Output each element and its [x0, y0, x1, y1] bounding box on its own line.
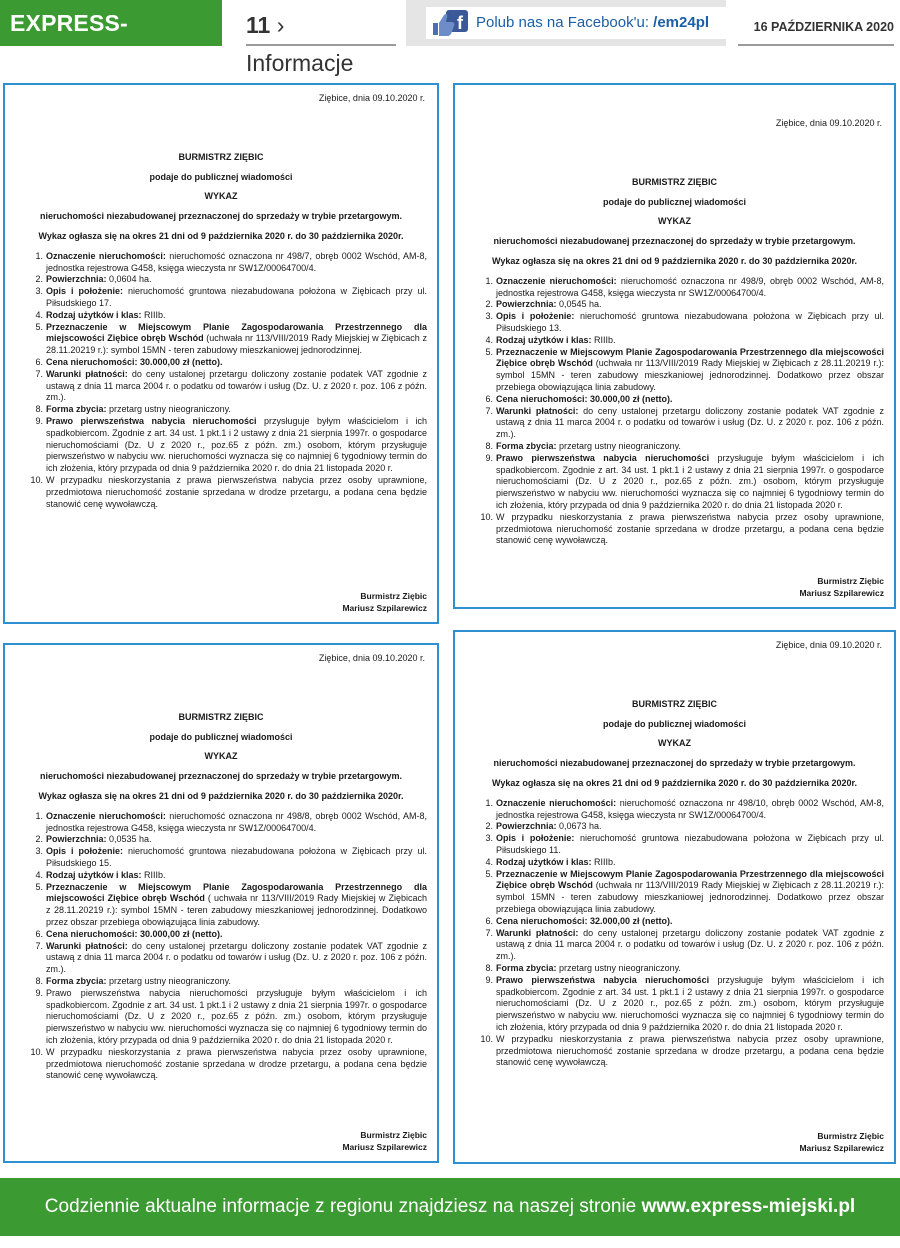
footer-text: Codziennie aktualne informacje z regionu znajdziesz na naszej stronie [44, 1196, 642, 1217]
footer-banner [0, 1178, 900, 1236]
facebook-banner [406, 0, 726, 46]
item-text: nieruchomość oznaczona nr 498/10, obręb 0002 Wschód, AM-8, jednostka rejestrowa G458, księga wieczysta nr SW1Z/00064700/4. [496, 797, 884, 820]
item-label: Opis i położenie: [46, 846, 123, 857]
item-number: 7. [485, 405, 493, 416]
item-number: 2. [485, 821, 493, 832]
notice-wykaz: WYKAZ [204, 191, 238, 202]
notice-items [479, 798, 884, 1069]
item-number: 5. [485, 868, 493, 879]
notice-item [479, 1034, 884, 1069]
item-label: Powierzchnia: [46, 834, 107, 845]
item-label: Oznaczenie nieruchomości: [46, 250, 166, 261]
facebook-like-box[interactable] [426, 7, 726, 39]
item-text: ( uchwała nr 113/VIII/2019 Rady Miejskiej w Ziębicach z 28.11.20219 r.): symbol 15MN - teren zabudowy mieszkaniowej jednorodzinnej. Dodatkowo przez obszar przebiega obowiązująca linia zabudowy. [46, 893, 427, 927]
item-text: RIIIb. [141, 869, 166, 880]
item-number: 4. [485, 334, 493, 345]
notice-item [479, 406, 884, 441]
item-text: W przypadku nieskorzystania z prawa pierwszeństwa nabycia przez osoby uprawnione, przedmiotowa nieruchomość zostanie sprzedana w drodze przetargu, a podana cena będzie stanowić cenę wywoławczą. [496, 1033, 884, 1068]
item-text: nieruchomość oznaczona nr 498/8, obręb 0002 Wschód, AM-8, jednostka rejestrowa G458, księga wieczysta nr SW1Z/00064700/4. [46, 810, 427, 833]
notice-box [453, 630, 896, 1164]
item-text: W przypadku nieskorzystania z prawa pierwszeństwa nabycia przez osoby uprawnione, przedmiotowa nieruchomość zostanie sprzedana w drodze przetargu, a podana cena będzie stanowić cenę wywoławczą. [46, 1046, 427, 1081]
item-label: Przeznaczenie w Miejscowym Planie Zagospodarowania Przestrzennego dla miejscowości Ziębice obręb Wschód [46, 881, 427, 904]
item-label: Rodzaj użytków i klas: [46, 869, 142, 880]
item-number: 6. [35, 356, 43, 367]
item-label: Warunki płatności: [46, 368, 128, 379]
item-number: 1. [35, 250, 43, 261]
signature-name: Mariusz Szpilarewicz [799, 588, 884, 598]
item-text: przysługuje byłym właścicielom i ich spadkobiercom. Zgodnie z art. 34 ust. 1 pkt.1 i 2 ustawy z dnia 21 sierpnia 1997r. o gospodarce nieruchomościami (Dz. U z 2020 r., poz.65 z późn. zm.) osobom, którym przysługuje pierwszeństwo w nabyciu ww. nieruchomości wyznacza się co najmniej 6 tygodniowy termin do ich złożenia, który przypada od dnia 9 października 2020 r. do dnia 21 listopada 2020 r. [496, 974, 884, 1032]
notice-signature [799, 1130, 884, 1154]
item-text: RIIIb. [141, 309, 166, 320]
notice-period: Wykaz ogłasza się na okres 21 dni od 9 października 2020 r. do 30 października 2020r. [491, 777, 857, 788]
notice-item [479, 869, 884, 916]
notice-item [479, 453, 884, 512]
item-label: Forma zbycia: [46, 404, 107, 415]
notice-item [479, 963, 884, 975]
section-heading [246, 6, 396, 76]
notice-wykaz: WYKAZ [204, 751, 238, 762]
item-label: Forma zbycia: [496, 962, 557, 973]
item-label: Powierzchnia: [496, 821, 557, 832]
notice-item [479, 311, 884, 335]
item-number: 9. [35, 987, 43, 998]
item-number: 7. [35, 940, 43, 951]
item-label: Opis i położenie: [46, 286, 123, 297]
notice-subtitle: podaje do publicznej wiadomości [149, 171, 293, 182]
issue-date: 16 PAŹDZIERNIKA 2020 [738, 6, 894, 46]
notice-box [3, 83, 439, 624]
notice-item [479, 347, 884, 394]
section-arrow: › [276, 12, 285, 38]
item-text: przetarg ustny nieograniczony. [106, 975, 231, 986]
item-text: nieruchomość oznaczona nr 498/7, obręb 0002 Wschód, AM-8, jednostka rejestrowa G458, księga wieczysta nr SW1Z/00064700/4. [46, 250, 427, 273]
notice-title: BURMISTRZ ZIĘBIC [632, 176, 717, 187]
notice-item [479, 276, 884, 300]
item-label: Forma zbycia: [496, 440, 557, 451]
item-text: W przypadku nieskorzystania z prawa pierwszeństwa nabycia przez osoby uprawnione, przedmiotowa nieruchomość zostanie sprzedana w drodze przetargu, a podana cena będzie stanowić cenę wywoławczą. [496, 511, 884, 546]
notice-item [29, 416, 427, 475]
item-number: 6. [35, 928, 43, 939]
item-label: Warunki płatności: [46, 940, 128, 951]
notice-period: Wykaz ogłasza się na okres 21 dni od 9 października 2020 r. do 30 października 2020r. [491, 255, 857, 266]
item-number: 5. [485, 346, 493, 357]
signature-name: Mariusz Szpilarewicz [799, 1143, 884, 1153]
notice-item [479, 441, 884, 453]
item-number: 7. [485, 927, 493, 938]
item-label: Rodzaj użytków i klas: [496, 334, 592, 345]
notice-subtitle: podaje do publicznej wiadomości [149, 731, 293, 742]
notice-wykaz: WYKAZ [658, 738, 691, 749]
section-name: Informacje [246, 50, 354, 76]
notice-item [479, 299, 884, 311]
signature-name: Mariusz Szpilarewicz [342, 603, 427, 613]
item-text: (uchwała nr 113/VIII/2019 Rady Miejskiej w Ziębicach z 28.11.20219 r.): symbol 15MN - teren zabudowy mieszkaniowej jednorodzinnej. [46, 333, 427, 356]
item-text: nieruchomość gruntowa niezabudowana położona w Ziębicach przy ul. Piłsudskiego 17. [46, 286, 427, 308]
notice-title: BURMISTRZ ZIĘBIC [632, 698, 717, 709]
item-label: Opis i położenie: [496, 311, 575, 322]
item-label: Rodzaj użytków i klas: [496, 856, 592, 867]
notice-item [29, 1047, 427, 1082]
item-number: 10. [480, 511, 493, 522]
item-text: do ceny ustalonej przetargu doliczony zostanie podatek VAT zgodnie z ustawą z dnia 11 marca 2004 r. o podatku od towarów i usług (Dz. U. z 2020 r. poz. 106 z późn. zm.). [46, 368, 427, 403]
notice-items [479, 276, 884, 547]
item-label: Przeznaczenie w Miejscowym Planie Zagospodarowania Przestrzennego dla miejscowości Ziębice obręb Wschód [496, 346, 884, 369]
item-label: Forma zbycia: [46, 975, 107, 986]
item-text: 0,0545 ha. [556, 299, 602, 310]
page-number: 11 [246, 12, 271, 38]
item-number: 5. [35, 321, 43, 332]
item-label: Cena nieruchomości: 30.000,00 zł (netto). [496, 393, 673, 404]
notice-period: Wykaz ogłasza się na okres 21 dni od 9 października 2020 r. do 30 października 2020r. [38, 230, 404, 241]
notice-subtitle: podaje do publicznej wiadomości [602, 196, 746, 207]
item-text: 0,0604 ha. [106, 274, 152, 285]
item-text: nieruchomość gruntowa niezabudowana położona w Ziębicach przy ul. Piłsudskiego 11. [496, 833, 884, 855]
notice-item [29, 929, 427, 941]
item-number: 8. [485, 962, 493, 973]
notice-item [29, 941, 427, 976]
signature-name: Mariusz Szpilarewicz [342, 1142, 427, 1152]
notice-period: Wykaz ogłasza się na okres 21 dni od 9 października 2020 r. do 30 października 2020r. [38, 790, 404, 801]
item-label: Rodzaj użytków i klas: [46, 309, 142, 320]
item-number: 3. [485, 833, 493, 844]
notice-item [29, 251, 427, 275]
facebook-handle[interactable]: /em24pl [653, 14, 710, 31]
item-number: 3. [35, 846, 43, 857]
item-number: 9. [485, 974, 493, 985]
item-number: 3. [35, 286, 43, 297]
signature-title: Burmistrz Ziębic [817, 576, 884, 586]
item-number: 10. [30, 474, 43, 485]
notice-signature [342, 1129, 427, 1153]
notice-items [29, 811, 427, 1082]
notice-date: Ziębice, dnia 09.10.2020 r. [318, 93, 425, 103]
signature-title: Burmistrz Ziębic [360, 591, 427, 601]
notice-date: Ziębice, dnia 09.10.2020 r. [318, 653, 425, 663]
item-label: Przeznaczenie w Miejscowym Planie Zagospodarowania Przestrzennego dla miejscowości Ziębice obręb Wschód [496, 868, 884, 891]
item-text: nieruchomość gruntowa niezabudowana położona w Ziębicach przy ul. Piłsudskiego 15. [46, 846, 427, 868]
notice-description: nieruchomości niezabudowanej przeznaczonej do sprzedaży w trybie przetargowym. [493, 758, 856, 769]
item-text: Prawo pierwszeństwa nabycia nieruchomości przysługuje byłym właścicielom i ich spadkobiercom. Zgodnie z art. 34 ust. 1 pkt.1 i 2 ustawy z dnia 21 sierpnia 1997r. o gospodarce nieruchomościami (Dz. U z 2020 r., poz.65 z późn. zm.) osobom, którym przysługuje pierwszeństwo w nabyciu ww. nieruchomości wyznacza się co najmniej 6 tygodniowy termin do ich złożenia, który przypada od dnia 9 października 2020 r. do dnia 21 listopada 2020 r. [46, 987, 427, 1045]
item-number: 2. [485, 299, 493, 310]
site-logo[interactable]: EXPRESS-MIEJSKI.PL [0, 0, 222, 46]
item-number: 8. [35, 404, 43, 415]
notice-title: BURMISTRZ ZIĘBIC [178, 151, 264, 162]
notice-item [479, 512, 884, 547]
notice-item [29, 322, 427, 357]
notice-wykaz: WYKAZ [658, 216, 691, 227]
item-number: 10. [480, 1033, 493, 1044]
notice-items [29, 251, 427, 511]
notice-item [29, 357, 427, 369]
item-number: 8. [485, 440, 493, 451]
notice-date: Ziębice, dnia 09.10.2020 r. [775, 640, 882, 650]
item-label: Cena nieruchomości: 30.000,00 zł (netto). [46, 356, 223, 367]
item-label: Warunki płatności: [496, 405, 579, 416]
item-number: 4. [485, 856, 493, 867]
item-text: (uchwała nr 113/VIII/2019 Rady Miejskiej w Ziębicach z 28.11.20219 r.): symbol 15MN - teren zabudowy mieszkaniowej jednorodzinnej. Dodatkowo przez obszar przebiega obowiązująca linia zabudowy. [496, 880, 884, 914]
item-number: 6. [485, 915, 493, 926]
notice-box [3, 643, 439, 1163]
notice-item [479, 821, 884, 833]
notice-item [29, 811, 427, 835]
notice-item [29, 369, 427, 404]
item-number: 3. [485, 311, 493, 322]
signature-title: Burmistrz Ziębic [360, 1130, 427, 1140]
facebook-text: Polub nas na Facebook'u: [476, 14, 654, 31]
item-label: Powierzchnia: [46, 274, 107, 285]
item-number: 9. [485, 452, 493, 463]
notice-item [479, 833, 884, 857]
item-number: 2. [35, 834, 43, 845]
notice-item [479, 394, 884, 406]
notice-description: nieruchomości niezabudowanej przeznaczonej do sprzedaży w trybie przetargowym. [39, 211, 403, 222]
notice-item [29, 475, 427, 510]
notice-date: Ziębice, dnia 09.10.2020 r. [775, 118, 882, 128]
item-number: 5. [35, 881, 43, 892]
footer-link[interactable]: www.express-miejski.pl [641, 1196, 856, 1217]
notice-item [479, 798, 884, 822]
item-text: 0,0535 ha. [106, 834, 152, 845]
notice-item [29, 310, 427, 322]
notice-box [453, 83, 896, 609]
item-label: Przeznaczenie w Miejscowym Planie Zagospodarowania Przestrzennego dla miejscowości Ziębice obręb Wschód [46, 321, 427, 344]
item-number: 10. [30, 1046, 43, 1057]
notice-item [479, 335, 884, 347]
notice-item [29, 834, 427, 846]
item-label: Prawo pierwszeństwa nabycia nieruchomości [496, 974, 710, 985]
item-text: przetarg ustny nieograniczony. [106, 404, 231, 415]
notice-item [479, 916, 884, 928]
item-text: RIIIb. [591, 856, 616, 867]
item-text: RIIIb. [591, 334, 616, 345]
item-text: przetarg ustny nieograniczony. [556, 440, 681, 451]
item-number: 4. [35, 869, 43, 880]
item-number: 2. [35, 274, 43, 285]
item-number: 1. [485, 275, 493, 286]
item-number: 1. [485, 797, 493, 808]
item-text: przetarg ustny nieograniczony. [556, 962, 681, 973]
item-text: do ceny ustalonej przetargu doliczony zostanie podatek VAT zgodnie z ustawą z dnia 11 marca 2004 r. o podatku od towarów i usług (Dz. U. z 2020 r. poz. 106 z późn. zm.). [496, 405, 884, 440]
notice-signature [342, 590, 427, 614]
item-text: do ceny ustalonej przetargu doliczony zostanie podatek VAT zgodnie z ustawą z dnia 11 marca 2004 r. o podatku od towarów i usług (Dz. U. z 2020 r. poz. 106 z późn. zm.). [46, 940, 427, 975]
item-number: 1. [35, 810, 43, 821]
notice-item [29, 976, 427, 988]
notice-description: nieruchomości niezabudowanej przeznaczonej do sprzedaży w trybie przetargowym. [39, 771, 403, 782]
item-number: 9. [35, 415, 43, 426]
item-label: Opis i położenie: [496, 833, 575, 844]
item-text: do ceny ustalonej przetargu doliczony zostanie podatek VAT zgodnie z ustawą z dnia 11 marca 2004 r. o podatku od towarów i usług (Dz. U. z 2020 r. poz. 106 z późn. zm.). [496, 927, 884, 962]
item-number: 4. [35, 309, 43, 320]
notice-description: nieruchomości niezabudowanej przeznaczonej do sprzedaży w trybie przetargowym. [493, 236, 856, 247]
item-label: Prawo pierwszeństwa nabycia nieruchomości [46, 415, 257, 426]
item-number: 8. [35, 975, 43, 986]
item-text: przysługuje byłym właścicielom i ich spadkobiercom. Zgodnie z art. 34 ust. 1 pkt.1 i 2 ustawy z dnia 21 sierpnia 1997r. o gospodarce nieruchomościami (Dz. U z 2020 r., poz.65 z późn. zm.) osobom, którym przysługuje pierwszeństwo w nabyciu ww. nieruchomości wyznacza się co najmniej 6 tygodniowy termin do ich złożenia, który przypada od dnia 9 października 2020 r. do dnia 21 listopada 2020 r. [46, 415, 427, 474]
item-number: 6. [485, 393, 493, 404]
item-text: (uchwała nr 113/VIII/2019 Rady Miejskiej w Ziębicach z 28.11.20219 r.): symbol 15MN - teren zabudowy mieszkaniowej jednorodzinnej. Dodatkowo przez obszar przebiega obowiązująca linia zabudowy. [496, 358, 884, 392]
notice-item [479, 857, 884, 869]
item-text: W przypadku nieskorzystania z prawa pierwszeństwa nabycia przez osoby uprawnione, przedmiotowa nieruchomość zostanie sprzedana w drodze przetargu, a podana cena będzie stanowić cenę wywoławczą. [46, 474, 427, 509]
item-text: nieruchomość gruntowa niezabudowana położona w Ziębicach przy ul. Piłsudskiego 13. [496, 311, 884, 333]
item-text: nieruchomość oznaczona nr 498/9, obręb 0002 Wschód, AM-8, jednostka rejestrowa G458, księga wieczysta nr SW1Z/00064700/4. [496, 275, 884, 298]
item-label: Powierzchnia: [496, 299, 557, 310]
notice-item [29, 274, 427, 286]
notice-item [479, 975, 884, 1034]
signature-title: Burmistrz Ziębic [817, 1131, 884, 1141]
item-label: Oznaczenie nieruchomości: [496, 275, 617, 286]
item-number: 7. [35, 368, 43, 379]
notice-item [29, 404, 427, 416]
notice-item [29, 846, 427, 870]
notice-item [29, 286, 427, 310]
item-label: Prawo pierwszeństwa nabycia nieruchomości [496, 452, 710, 463]
notice-item [29, 988, 427, 1047]
svg-text:f: f [457, 13, 463, 33]
item-label: Warunki płatności: [496, 927, 579, 938]
item-text: 0,0673 ha. [556, 821, 602, 832]
notice-item [479, 928, 884, 963]
facebook-cta [476, 7, 709, 39]
item-label: Cena nieruchomości: 30.000,00 zł (netto). [46, 928, 223, 939]
notice-signature [799, 575, 884, 599]
item-label: Oznaczenie nieruchomości: [496, 797, 617, 808]
notice-item [29, 870, 427, 882]
notice-title: BURMISTRZ ZIĘBIC [178, 711, 264, 722]
notice-item [29, 882, 427, 929]
item-text: przysługuje byłym właścicielom i ich spadkobiercom. Zgodnie z art. 34 ust. 1 pkt.1 i 2 ustawy z dnia 21 sierpnia 1997r. o gospodarce nieruchomościami (Dz. U z 2020 r., poz.65 z późn. zm.) osobom, którym przysługuje pierwszeństwo w nabyciu ww. nieruchomości wyznacza się co najmniej 6 tygodniowy termin do ich złożenia, który przypada od dnia 9 października 2020 r. do dnia 21 listopada 2020 r. [496, 452, 884, 510]
item-label: Oznaczenie nieruchomości: [46, 810, 166, 821]
facebook-like-icon [430, 9, 470, 37]
item-label: Cena nieruchomości: 32.000,00 zł (netto). [496, 915, 673, 926]
notice-subtitle: podaje do publicznej wiadomości [602, 718, 746, 729]
